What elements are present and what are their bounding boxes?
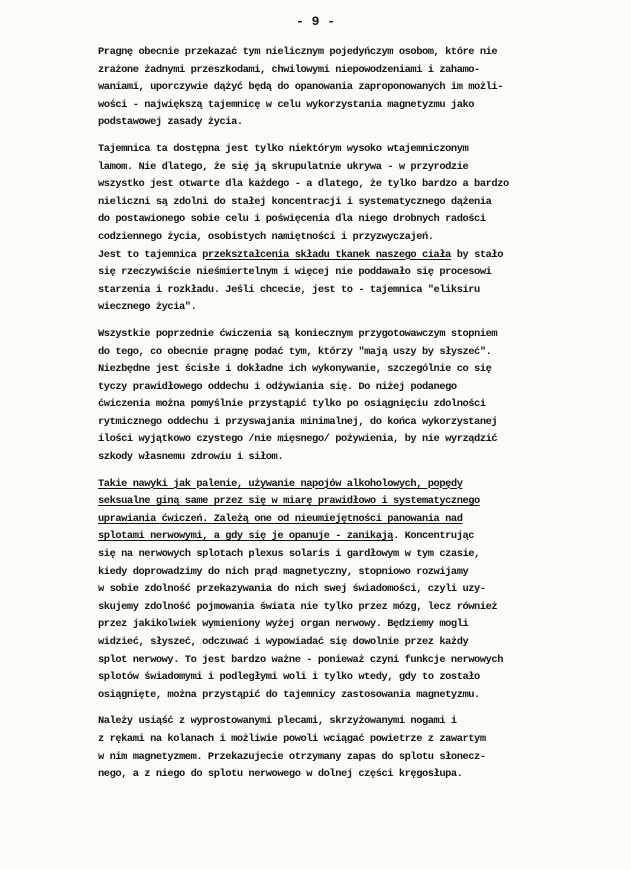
text-line: [98, 299, 598, 317]
text-line: [98, 511, 598, 529]
text-segment: wszystko jest otwarte dla każdego - a dlatego, że tylko bardzo a bardzo: [98, 178, 509, 191]
text-segment: z rękami na kolanach i możliwie powoli wciągać powietrze z zawartym: [98, 732, 486, 745]
text-line: [98, 634, 598, 652]
text-segment: Wszystkie poprzednie ćwiczenia są koniecznym przygotowawczym stopniem: [98, 327, 498, 340]
text-line: [98, 344, 598, 362]
text-segment: codziennego życia, osobistych namiętności i przyzwyczajeń.: [98, 230, 434, 243]
text-line: [98, 247, 598, 265]
text-line: [98, 326, 598, 344]
text-segment: Pragnę obecnie przekazać tym nielicznym pojedyńczym osobom, które nie: [98, 46, 498, 58]
text-segment: do tego, co obecnie pragnę podać tym, którzy "mają uszy by słyszeć".: [98, 345, 492, 358]
text-line: [98, 114, 598, 132]
text-line: [98, 652, 598, 670]
text-line: [98, 766, 598, 784]
text-line: [98, 669, 598, 687]
text-segment: tyczy prawidłowego oddechu i odżywiania się. Do niżej podanego: [98, 380, 457, 393]
text-segment: widzieć, słyszeć, odczuwać i wypowiadać się dowolnie przez każdy: [98, 636, 469, 648]
text-segment: Należy usiąść z wyprostowanymi plecami, skrzyżowanymi nogami i: [98, 715, 457, 728]
text-segment: przez jakikolwiek wymieniony wyżej organ nerwowy. Będziemy mogli: [98, 618, 469, 631]
text-line: [98, 159, 598, 177]
text-segment: Tajemnica ta dostępna jest tylko niektórym wysoko wtajemniczonym: [98, 142, 469, 155]
text-segment: splot nerwowy. To jest bardzo ważne - ponieważ czyni funkcje nerwowych: [98, 653, 503, 666]
text-segment: by stało: [450, 248, 503, 261]
text-line: [98, 713, 598, 731]
underlined-text: uprawiania ćwiczeń. Zależą one od nieumiejętności panowania nad: [98, 512, 463, 525]
text-line: [98, 97, 598, 115]
text-segment: rytmicznego oddechu i przyswajania minimalnej, do końca wykorzystanej: [98, 415, 498, 428]
text-segment: osiągnięte, można przystąpić do tajemnicy zastosowania magnetyzmu.: [98, 688, 480, 701]
text-line: [98, 414, 598, 432]
text-segment: wiecznego życia".: [98, 301, 197, 314]
underlined-text: przekształcenia składu tkanek naszego ciała: [202, 248, 451, 261]
page-number: - 9 -: [295, 14, 335, 29]
text-segment: się rzeczywiście nieśmiertelnym i więcej nie poddawało się procesowi: [98, 266, 492, 279]
paragraph: [98, 713, 598, 783]
document-body: [98, 44, 598, 793]
text-line: [98, 44, 598, 62]
text-line: [98, 449, 598, 467]
underlined-text: Takie nawyki jak palenie, używanie napojów alkoholowych, popędy: [98, 477, 463, 490]
text-line: [98, 361, 598, 379]
text-line: [98, 476, 598, 494]
text-line: [98, 379, 598, 397]
text-line: [98, 731, 598, 749]
text-line: [98, 616, 598, 634]
text-line: [98, 79, 598, 97]
text-line: [98, 62, 598, 80]
text-segment: nego, a z niego do splotu nerwowego w dolnej części kręgosłupa.: [98, 768, 463, 781]
text-segment: skujemy zdolność pojmowania świata nie tylko przez mózg, lecz również: [98, 600, 498, 613]
text-segment: nieliczni są zdolni do stałej koncentracji i systematycznego dążenia: [98, 195, 492, 208]
text-line: [98, 749, 598, 767]
underlined-text: splotami nerwowymi, a gdy się je opanuje - zanikają: [98, 530, 394, 543]
text-segment: waniami, uporczywie dążyć będą do opanowania zaproponowanych im możli-: [98, 81, 503, 94]
text-line: [98, 282, 598, 300]
text-segment: szkody własnemu zdrowiu i siłom.: [98, 451, 284, 464]
text-segment: Jest to tajemnica: [98, 248, 203, 261]
text-line: [98, 176, 598, 194]
text-line: [98, 581, 598, 599]
text-segment: zrażone żadnymi przeszkodami, chwilowymi niepowodzeniami i zahamo-: [98, 63, 480, 76]
text-segment: starzenia i rozkładu. Jeśli chcecie, jest to - tajemnica "eliksiru: [98, 283, 480, 296]
text-line: [98, 211, 598, 229]
text-segment: ilości wyjątkowo czystego /nie mięsnego/ pożywienia, by nie wyrządzić: [98, 433, 498, 446]
text-segment: podstawowej zasady życia.: [98, 116, 243, 129]
underlined-text: seksualne giną same przez się w miarę prawidłowo i systematycznego: [98, 495, 480, 508]
paragraph: [98, 141, 598, 317]
text-line: [98, 141, 598, 159]
paragraph: [98, 326, 598, 467]
text-line: [98, 564, 598, 582]
text-segment: w nim magnetyzmem. Przekazujecie otrzymany zapas do splotu słonecz-: [98, 750, 486, 763]
text-segment: Niezbędne jest ścisłe i dokładne ich wykonywanie, szczególnie co się: [98, 363, 492, 376]
text-segment: splotów świadomymi i podległymi woli i tylko wtedy, gdy to zostało: [98, 671, 480, 684]
paragraph: [98, 476, 598, 705]
text-line: [98, 528, 598, 546]
text-segment: w sobie zdolność przekazywania do nich swej świadomości, czyli uzy-: [98, 583, 486, 596]
text-segment: się na nerwowych splotach plexus solaris i gardłowym w tym czasie,: [98, 548, 480, 561]
text-line: [98, 194, 598, 212]
text-segment: lamom. Nie dlatego, że się ją skrupulatnie ukrywa - w przyrodzie: [98, 160, 469, 173]
text-segment: wości - największą tajemnicę w celu wykorzystania magnetyzmu jako: [98, 98, 475, 111]
text-line: [98, 493, 598, 511]
text-line: [98, 599, 598, 617]
text-segment: do postawionego sobie celu i poświęcenia dla niego drobnych radości: [98, 213, 486, 226]
paragraph: [98, 44, 598, 132]
text-segment: ćwiczenia można pomyślnie przystąpić tylko po osiągnięciu zdolności: [98, 398, 486, 411]
text-line: [98, 229, 598, 247]
text-line: [98, 546, 598, 564]
text-line: [98, 264, 598, 282]
text-segment: . Koncentrując: [393, 530, 475, 543]
text-line: [98, 431, 598, 449]
text-line: [98, 396, 598, 414]
text-line: [98, 687, 598, 705]
text-segment: kiedy doprowadzimy do nich prąd magnetyczny, stopniowo rozwijamy: [98, 565, 469, 578]
